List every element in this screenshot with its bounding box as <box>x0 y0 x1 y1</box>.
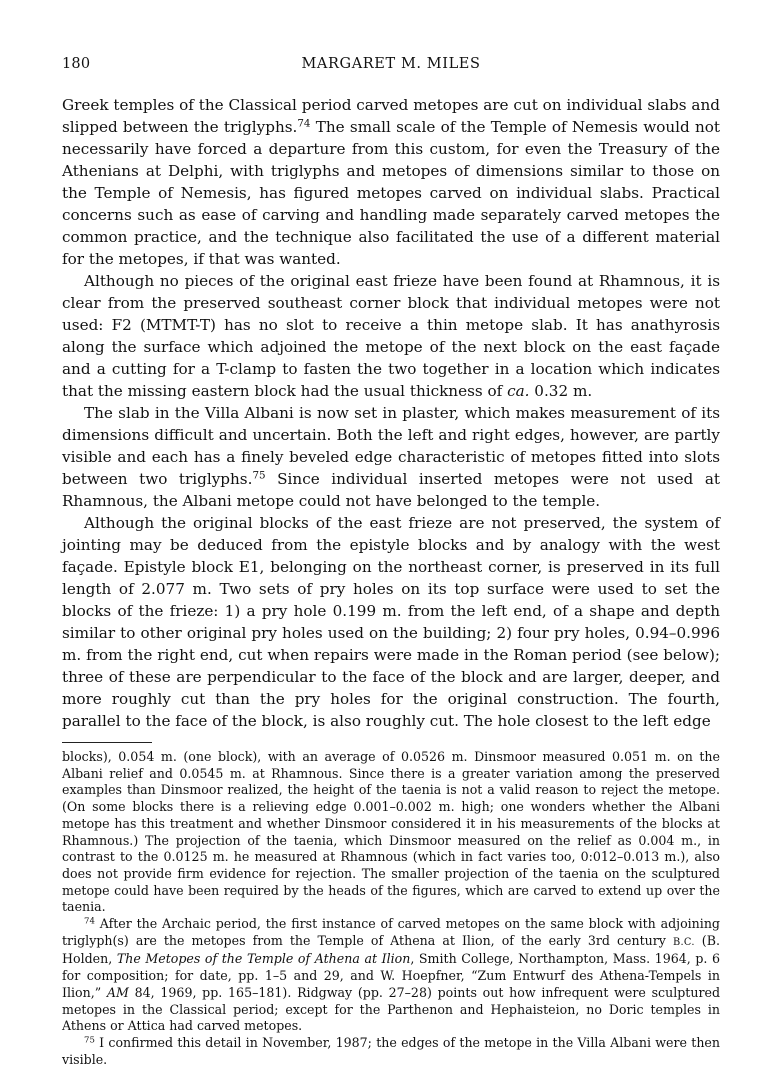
footnote-75: $^{75}$ I confirmed this detail in November, 1987; the edges of the metope in the Villa Albani were then visible. <box>62 1034 720 1067</box>
paragraph-4: Although the original blocks of the east frieze are not preserved, the system of jointing may be deduced from the epistyle blocks and by analogy with the west façade. Epistyle block E1, belonging on the northeast corner, is preserved in its full length of 2.077 m. Two sets of pry holes on its top surface were used to set the blocks of the frieze: 1) a pry hole 0.199 m. from the left end, of a shape and depth similar to other original pry holes used on the building; 2) four pry holes, 0.94–0.996 m. from the right end, cut when repairs were made in the Roman period (see below); three of these are perpendicular to the face of the block and are larger, deeper, and more roughly cut than the pry holes for the original construction. The fourth, parallel to the face of the block, is also roughly cut. The hole closest to the left edge <box>62 514 720 730</box>
paragraph-3: The slab in the Villa Albani is now set in plaster, which makes measurement of its dimensions difficult and uncertain. Both the left and right edges, however, are partly visible and each has a finely beveled edge characteristic of metopes fitted into slots between two triglyphs.$^{75}$ Since individual inserted metopes were not used at Rhamnous, the Albani metope could not have belonged to the temple. <box>62 404 720 510</box>
footnote-rule <box>62 742 152 743</box>
page <box>62 56 720 1068</box>
paragraph-2: Although no pieces of the original east frieze have been found at Rhamnous, it is clear from the preserved southeast corner block that individual metopes were not used: F2 (MTMT-T) has no slot to receive a thin metope slab. It has anathyrosis along the surface which adjoined the metope of the next block on the east façade and a cutting for a T-clamp to fasten the two together in a location which indicates that the missing eastern block had the usual thickness of ca. 0.32 m. <box>62 272 720 400</box>
footnote-ref-75: 75 <box>252 469 266 482</box>
footnote-continued: blocks), 0.054 m. (one block), with an average of 0.0526 m. Dinsmoor measured 0.051 m. on the Albani relief and 0.0545 m. at Rhamnous. Since there is a greater variation among the preserved examples than Dinsmoor realized, the height of the taenia is not a valid reason to reject the metope. (On some blocks there is a relieving edge 0.001–0.002 m. high; one wonders whether the Albani metope has this treatment and whether Dinsmoor considered it in his measurements of the blocks at Rhamnous.) The projection of the taenia, which Dinsmoor measured on the relief as 0.004 m., in contrast to the 0.0125 m. he measured at Rhamnous (which in fact varies too, 0:012–0.013 m.), also does not provide firm evidence for rejection. The smaller projection of the taenia on the sculptured metope could have been required by the heads of the figures, which are carved to extend up over the taenia. <box>62 749 720 915</box>
footnote-74: $^{74}$ After the Archaic period, the first instance of carved metopes on the same block with adjoining triglyph(s) are the metopes from the Temple of Athena at Ilion, of the early 3rd century B.C. (B. Holden, The Metopes of the Temple of Athena at Ilion, Smith College, Northampton, Mass. 1964, p. 6 for composition; for date, pp. 1–5 and 29, and W. Hoepfner, “Zum Entwurf des Athena-Tempels in Ilion,” AM 84, 1969, pp. 165–181). Ridgway (pp. 27–28) points out how infrequent were sculptured metopes in the Classical period; except for the Parthenon and Hephaisteion, no Doric temples in Athens or Attica had carved metopes. <box>62 916 721 1034</box>
footnotes <box>62 749 720 1068</box>
paragraph-1: Greek temples of the Classical period carved metopes are cut on individual slabs and slipped between the triglyphs.$^{74}$ The small scale of the Temple of Nemesis would not necessarily have forced a departure from this custom, for even the Treasury of the Athenians at Delphi, with triglyphs and metopes of dimensions similar to those on the Temple of Nemesis, has figured metopes carved on individual slabs. Practical concerns such as ease of carving and handling made separately carved metopes the common practice, and the technique also facilitated the use of a different material for the metopes, if that was wanted. <box>62 96 721 268</box>
running-head <box>62 56 720 78</box>
page-number: 180 <box>62 56 91 72</box>
running-title: MARGARET M. MILES <box>301 56 481 72</box>
footnote-ref-74: 74 <box>297 117 311 130</box>
body-text <box>62 94 720 732</box>
